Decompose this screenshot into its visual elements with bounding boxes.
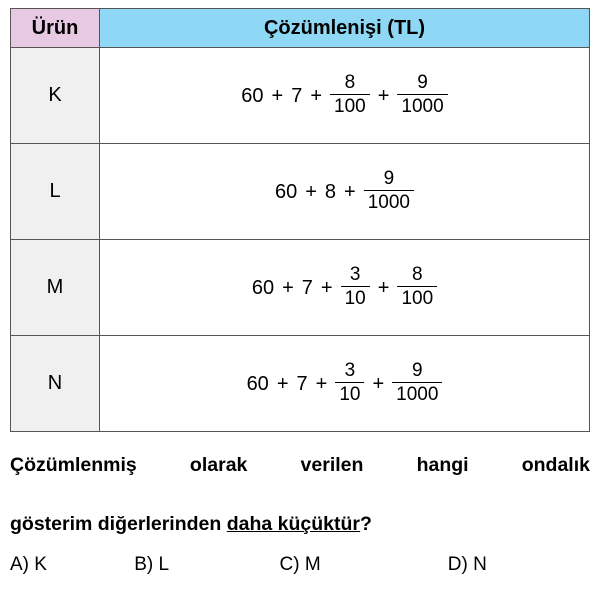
table-row <box>11 144 590 240</box>
plus-operator: + <box>276 372 289 395</box>
fraction-numerator: 8 <box>344 71 356 93</box>
question-line-2-before: gösterim diğerlerinden <box>10 513 227 536</box>
integer-term: 7 <box>296 372 308 395</box>
option-c[interactable]: C) M <box>279 553 321 575</box>
cell-expression-m <box>100 240 590 336</box>
plus-operator: + <box>377 84 390 107</box>
cell-expression-n <box>100 336 590 432</box>
fraction-denominator: 1000 <box>364 190 414 213</box>
table-row <box>11 336 590 432</box>
integer-term: 60 <box>251 276 275 299</box>
question-line-2-after: ? <box>360 513 372 536</box>
table-header <box>11 9 590 48</box>
table-header-row <box>11 9 590 48</box>
integer-term: 60 <box>241 84 264 107</box>
fraction-denominator: 1000 <box>392 382 442 405</box>
integer-term: 8 <box>324 180 337 203</box>
cell-product-l: L <box>11 144 100 240</box>
expression-k <box>100 73 589 119</box>
fraction-numerator: 9 <box>417 71 428 93</box>
option-a[interactable]: A) K <box>10 553 47 575</box>
fraction-denominator: 100 <box>330 94 370 117</box>
integer-term: 60 <box>274 180 298 203</box>
plus-operator: + <box>282 276 294 299</box>
cell-product-m: M <box>11 240 100 336</box>
table-body <box>11 48 590 432</box>
column-header-product: Ürün <box>11 9 100 48</box>
fraction <box>364 168 414 214</box>
fraction-denominator: 1000 <box>397 94 447 117</box>
cell-expression-l <box>100 144 590 240</box>
cell-expression-k <box>100 48 590 144</box>
fraction <box>392 360 442 406</box>
fraction-denominator: 10 <box>335 382 364 405</box>
option-b[interactable]: B) L <box>134 553 170 575</box>
integer-term: 7 <box>301 276 313 299</box>
plus-operator: + <box>305 180 317 203</box>
fraction <box>341 264 370 310</box>
cell-product-n: N <box>11 336 100 432</box>
integer-term: 60 <box>246 372 269 395</box>
plus-operator: + <box>315 372 328 395</box>
cell-product-k: K <box>11 48 100 144</box>
plus-operator: + <box>310 84 323 107</box>
plus-operator: + <box>344 180 356 203</box>
fraction <box>397 72 447 118</box>
fraction <box>330 72 370 118</box>
expression-m <box>100 265 589 311</box>
question-line-1: Çözümlenmiş olarak verilen hangi ondalık <box>10 454 590 476</box>
fraction-numerator: 3 <box>349 263 361 285</box>
table-row <box>11 48 590 144</box>
fraction-denominator: 10 <box>341 286 370 309</box>
question-text <box>10 451 590 540</box>
plus-operator: + <box>320 276 333 299</box>
fraction-numerator: 9 <box>411 359 423 381</box>
plus-operator: + <box>271 84 284 107</box>
fraction-numerator: 3 <box>344 359 356 381</box>
question-line-2 <box>10 513 372 535</box>
fraction-numerator: 9 <box>383 167 395 189</box>
expression-n <box>100 361 589 407</box>
column-header-expression: Çözümlenişi (TL) <box>100 9 590 48</box>
decomposition-table <box>10 8 590 432</box>
question-emphasis: daha küçüktür <box>226 513 361 536</box>
plus-operator: + <box>377 276 390 299</box>
plus-operator: + <box>372 372 385 395</box>
fraction-denominator: 100 <box>397 286 437 309</box>
fraction <box>397 264 437 310</box>
option-d[interactable]: D) N <box>447 553 487 575</box>
integer-term: 7 <box>291 84 303 107</box>
answer-options <box>10 554 550 576</box>
fraction-numerator: 8 <box>412 263 423 285</box>
table-row <box>11 240 590 336</box>
expression-l <box>100 169 589 215</box>
fraction <box>335 360 364 406</box>
